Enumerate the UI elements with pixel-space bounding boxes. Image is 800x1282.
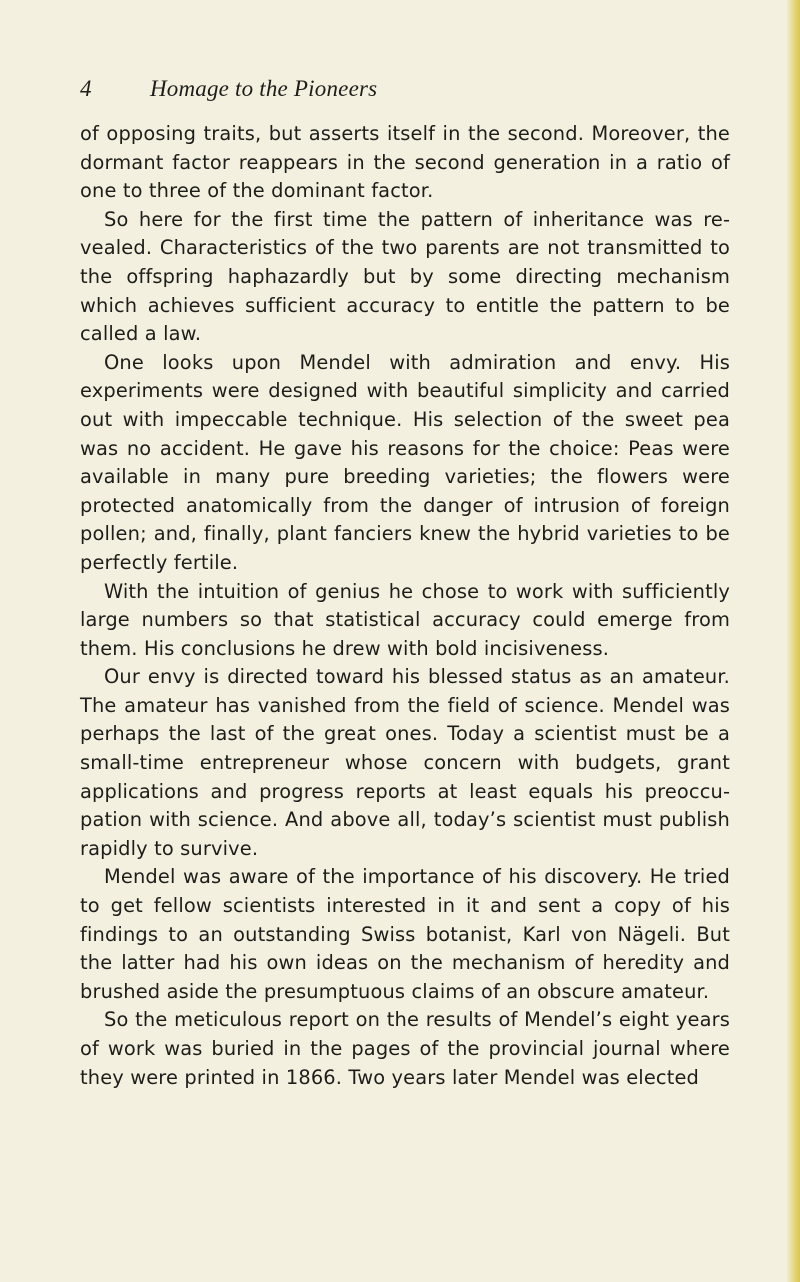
running-head: Homage to the Pioneers <box>149 76 378 101</box>
page-header <box>80 76 377 106</box>
paragraph: Our envy is directed toward his blessed status as an amateur. The amateur has vanished from the field of science. Mendel was perhaps the last of the great ones. Today a scientist must be a small-time entrepreneur whose concern with budgets, grant applications and progress reports at least equals his preoccupation with science. And above all, today’s scientist must publish rapidly to survive. <box>80 665 730 860</box>
paragraph: Mendel was aware of the importance of his discovery. He tried to get fellow scientists interested in it and sent a copy of his findings to an outstanding Swiss botanist, Karl von Nägeli. But the latter had his own ideas on the mechanism of heredity and brushed aside the presumptuous claims of an obscure amateur. <box>80 865 730 1003</box>
paragraph: One looks upon Mendel with admiration and envy. His experiments were designed with beautiful simplicity and carried out with impeccable technique. His selection of the sweet pea was no accident. He gave his reasons for the choice: Peas were available in many pure breeding varieties; the flowers were protected anatomically from the danger of intrusion of foreign pollen; and, finally, plant fanciers knew the hybrid varieties to be perfectly fertile. <box>80 350 730 574</box>
page-number: 4 <box>80 76 92 101</box>
paragraph: of opposing traits, but asserts itself in the second. Moreover, the dormant factor reappears in the second generation in a ratio of one to three of the dominant factor. <box>80 122 730 203</box>
page-edge <box>786 0 800 1282</box>
paragraph: So the meticulous report on the results of Mendel’s eight years of work was buried in the pages of the provincial journal where they were printed in 1866. Two years later Mendel was elected <box>80 1008 730 1089</box>
paragraph: So here for the first time the pattern of inheritance was revealed. Characteristics of the two parents are not transmitted to the offspring haphazardly but by some directing mechanism which achieves sufficient accuracy to entitle the pattern to be called a law. <box>80 207 730 346</box>
body-text <box>80 120 730 1092</box>
paragraph: With the intuition of genius he chose to work with sufficiently large numbers so that statistical accuracy could emerge from them. His conclusions he drew with bold incisiveness. <box>80 579 730 660</box>
